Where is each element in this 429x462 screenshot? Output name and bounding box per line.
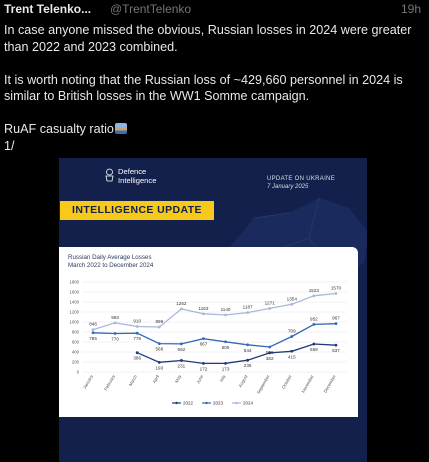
data-label: 1271 [264,300,275,306]
data-point [180,343,183,346]
y-tick-label: 1600 [69,289,79,295]
data-label: 967 [332,315,340,321]
data-label: 1354 [286,296,297,302]
y-tick-label: 1800 [69,279,79,285]
y-tick-label: 600 [71,339,79,345]
data-point [158,326,161,329]
data-label: 236 [243,363,252,369]
data-label: 382 [265,355,274,361]
data-point [158,361,161,364]
legend-label: 2022 [183,400,194,406]
data-label: 899 [155,319,164,325]
tweet-text [4,22,422,154]
data-label: 1523 [308,287,319,293]
tweet-line: than 2022 and 2023 combined. [4,39,178,54]
author-handle[interactable]: @TrentTelenko [110,2,192,16]
data-label: 173 [221,366,230,372]
org-line: Intelligence [118,175,157,185]
x-tick-label: August [237,374,249,389]
data-point [312,343,315,346]
data-label: 1140 [220,307,231,312]
data-point [136,325,139,328]
data-point [268,346,271,349]
abacus-emoji-icon [115,123,127,134]
legend-marker [175,402,177,404]
x-tick-label: November [300,374,315,394]
tweet-line: 1/ [4,138,15,153]
data-label: 386 [133,355,142,361]
y-tick-label: 1000 [69,319,79,325]
data-label: 1187 [242,304,253,310]
x-tick-label: October [280,374,293,390]
data-label: 231 [177,363,186,369]
x-tick-label: March [127,374,139,387]
data-label: 562 [177,346,186,352]
data-point [114,332,117,335]
data-label: 776 [133,336,142,342]
data-point [224,314,227,317]
data-point [136,351,139,354]
data-point [335,344,338,347]
x-tick-label: July [218,374,227,384]
crest-icon [104,168,115,182]
data-point [312,323,315,326]
data-point [335,292,338,295]
tweet-timestamp[interactable]: 19h [400,2,421,16]
data-label: 415 [287,354,296,360]
tweet-line-text: RuAF casualty ratio [4,122,114,136]
data-point [290,350,293,353]
tweet-line-with-emoji [4,121,422,138]
update-date: 7 January 2025 [267,184,309,190]
legend-label: 2023 [213,400,224,406]
data-label: 500 [265,350,274,355]
data-label: 1570 [330,285,342,291]
y-tick-label: 1400 [69,299,79,305]
x-tick-label: December [322,374,337,394]
data-label: 667 [199,341,208,347]
data-point [202,337,205,340]
series-line-2022 [137,341,336,363]
data-point [202,312,205,315]
data-label: 544 [243,347,252,353]
x-tick-label: February [103,374,116,392]
data-point [268,307,271,310]
author-name[interactable]: Trent Telenko... [4,2,92,16]
data-point [92,328,95,331]
data-point [158,342,161,345]
data-point [224,340,227,343]
intelligence-banner [60,201,214,220]
data-label: 910 [133,318,142,324]
series-line-2024 [93,294,336,330]
legend-label: 2024 [243,400,254,406]
data-label: 846 [89,321,97,327]
data-label: 172 [199,366,208,372]
data-point [246,359,249,362]
chart-subtitle: March 2022 to December 2024 [68,262,154,269]
data-label: 983 [111,314,119,320]
data-label: 537 [332,348,340,354]
data-point [335,322,338,325]
data-point [136,332,139,335]
data-label: 559 [310,347,318,353]
x-tick-label: June [195,374,205,385]
legend-marker [235,402,237,404]
data-label: 605 [221,344,230,350]
data-label: 1163 [198,305,209,311]
data-point [202,362,205,365]
tweet-line: similar to British losses in the WW1 Somme campaign. [4,89,310,103]
data-point [92,331,95,334]
data-label: 785 [89,335,97,341]
data-point [246,343,249,346]
data-point [224,362,227,365]
data-label: 193 [155,365,164,371]
data-point [290,335,293,338]
data-point [180,359,183,362]
banner-text: INTELLIGENCE UPDATE [72,204,202,216]
series-line-2023 [93,324,336,347]
data-point [180,308,183,311]
data-point [290,303,293,306]
line-chart [59,247,358,417]
tweet-line: In case anyone missed the obvious, Russian losses in 2024 were greater [4,23,412,37]
x-tick-label: September [255,374,271,395]
update-label: UPDATE ON UKRAINE [267,176,335,182]
org-name [118,168,156,185]
tweet-header [4,2,425,18]
data-point [312,294,315,297]
x-tick-label: April [151,374,161,384]
y-tick-label: 400 [71,349,79,355]
x-tick-label: May [173,374,183,384]
data-label: 568 [155,346,164,352]
data-label: 709 [287,328,296,334]
data-point [246,311,249,314]
line-gap [4,55,422,72]
org-line: Defence [118,167,147,176]
data-label: 770 [111,336,119,342]
y-tick-label: 0 [76,369,79,375]
y-tick-label: 800 [71,329,79,335]
legend-marker [205,402,207,404]
data-point [114,321,117,324]
data-label: 1262 [176,300,187,306]
tweet-line: It is worth noting that the Russian loss of ~429,660 personnel in 2024 is [4,72,403,87]
data-label: 952 [310,316,318,322]
y-tick-label: 200 [71,359,79,365]
y-tick-label: 1200 [69,309,79,315]
chart-title: Russian Daily Average Losses [68,254,152,261]
x-tick-label: January [81,374,94,390]
line-gap [4,105,422,122]
